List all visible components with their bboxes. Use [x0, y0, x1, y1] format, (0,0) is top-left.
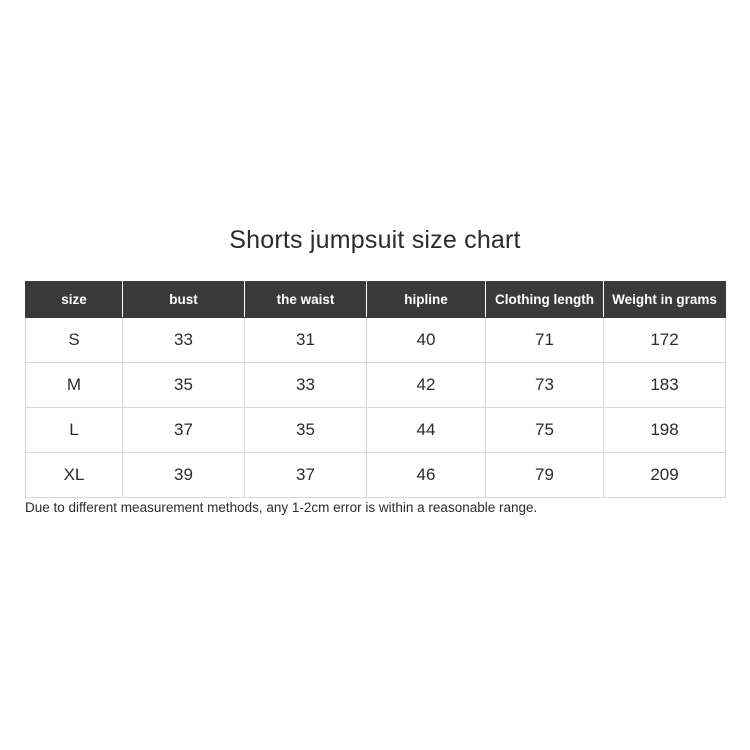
cell-hipline: 44 — [367, 408, 486, 453]
cell-weight: 183 — [604, 363, 726, 408]
cell-weight: 209 — [604, 453, 726, 498]
measurement-disclaimer: Due to different measurement methods, any 1-2cm error is within a reasonable range. — [25, 500, 538, 515]
table-header — [26, 282, 726, 318]
cell-hipline: 42 — [367, 363, 486, 408]
cell-bust: 39 — [123, 453, 245, 498]
cell-weight: 172 — [604, 318, 726, 363]
cell-bust: 37 — [123, 408, 245, 453]
table-row — [26, 408, 726, 453]
column-header-size: size — [26, 282, 123, 318]
cell-waist: 33 — [245, 363, 367, 408]
page-title: Shorts jumpsuit size chart — [229, 226, 521, 254]
column-header-clothing-length: Clothing length — [486, 282, 604, 318]
table-row — [26, 453, 726, 498]
cell-clothing-length: 73 — [486, 363, 604, 408]
table-header-row — [26, 282, 726, 318]
cell-clothing-length: 79 — [486, 453, 604, 498]
table-row — [26, 363, 726, 408]
cell-hipline: 46 — [367, 453, 486, 498]
cell-hipline: 40 — [367, 318, 486, 363]
cell-bust: 35 — [123, 363, 245, 408]
size-chart-table — [25, 281, 726, 498]
cell-size: XL — [26, 453, 123, 498]
size-chart-table-wrapper — [25, 281, 725, 498]
cell-size: M — [26, 363, 123, 408]
cell-clothing-length: 75 — [486, 408, 604, 453]
cell-size: S — [26, 318, 123, 363]
column-header-bust: bust — [123, 282, 245, 318]
cell-bust: 33 — [123, 318, 245, 363]
column-header-waist: the waist — [245, 282, 367, 318]
cell-waist: 37 — [245, 453, 367, 498]
cell-waist: 31 — [245, 318, 367, 363]
cell-waist: 35 — [245, 408, 367, 453]
table-row — [26, 318, 726, 363]
column-header-weight: Weight in grams — [604, 282, 726, 318]
column-header-hipline: hipline — [367, 282, 486, 318]
cell-weight: 198 — [604, 408, 726, 453]
table-body — [26, 318, 726, 498]
cell-clothing-length: 71 — [486, 318, 604, 363]
cell-size: L — [26, 408, 123, 453]
